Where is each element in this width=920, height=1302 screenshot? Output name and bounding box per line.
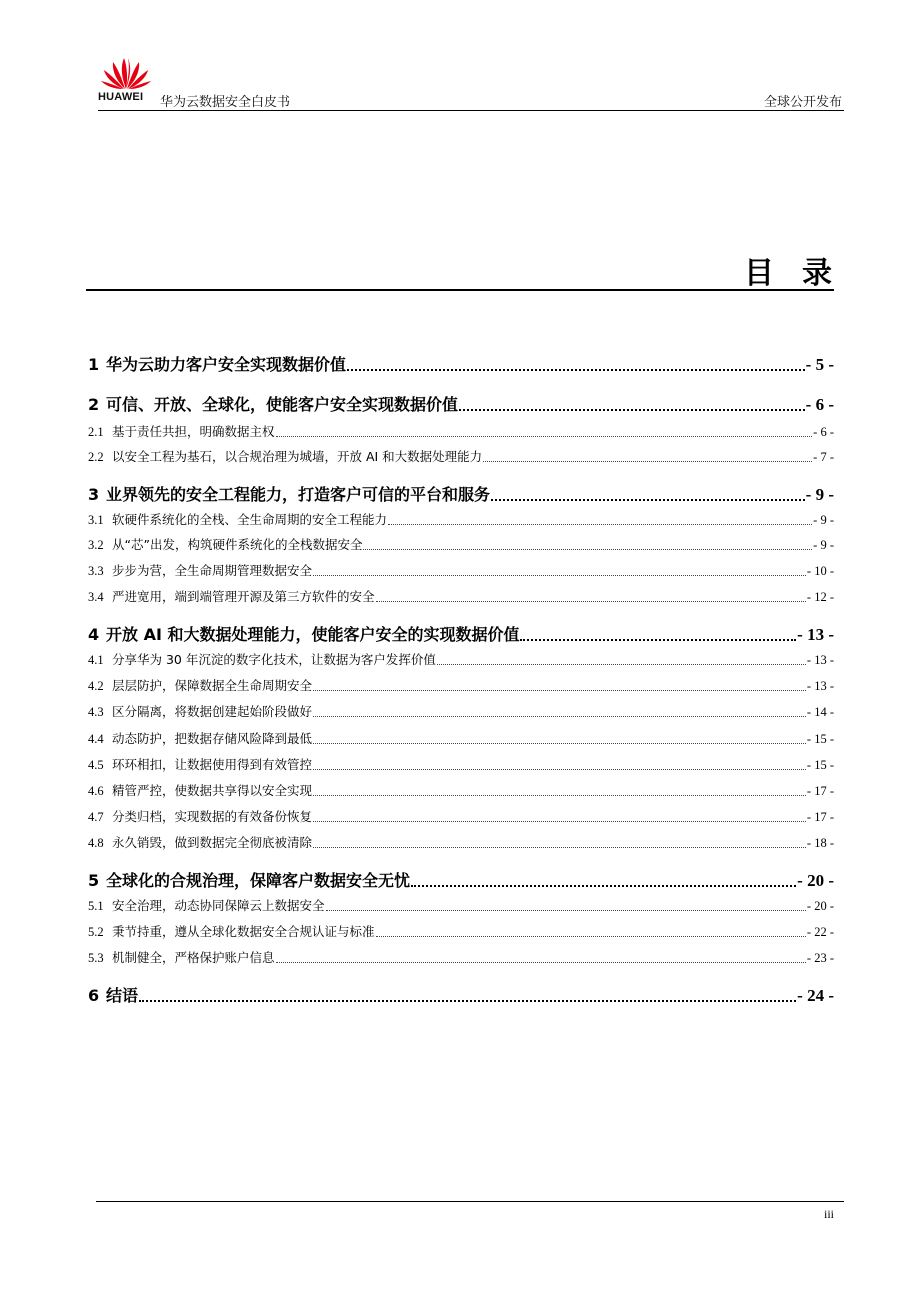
toc-dot-leader [363,549,812,550]
toc-entry-page: - 6 - [813,425,834,439]
toc-section-entry[interactable] [88,729,834,747]
toc-entry-number: 6 [88,986,100,1005]
toc-entry-page: - 13 - [806,679,834,693]
toc-dot-leader [459,409,805,411]
toc-entry-number: 3.3 [88,564,104,578]
toc-section-entry[interactable] [88,702,834,720]
toc-entry-title: 秉节持重，遵从全球化数据安全合规认证与标准 [112,924,375,939]
toc-entry-title: 基于责任共担，明确数据主权 [112,424,275,439]
toc-section-entry[interactable] [88,781,834,799]
toc-dot-leader [313,847,806,848]
toc-entry-number: 5.1 [88,899,104,913]
toc-entry-page: - 14 - [806,705,834,719]
toc-section-entry[interactable] [88,422,834,440]
toc-entry-number: 2.1 [88,425,104,439]
toc-entry-title: 可信、开放、全球化，使能客户安全实现数据价值 [106,395,459,414]
toc-entry-page: - 9 - [813,513,834,527]
toc-entry-title: 软硬件系统化的全栈、全生命周期的安全工程能力 [112,512,388,527]
toc-dot-leader [491,499,805,501]
toc-entry-page: - 18 - [806,836,834,850]
toc-dot-leader [347,369,805,371]
toc-entry-page: - 24 - [797,986,834,1005]
toc-chapter-entry[interactable] [88,622,834,645]
toc-entry-title: 严进宽用，端到端管理开源及第三方软件的安全 [112,589,375,604]
toc-chapter-entry[interactable] [88,482,834,505]
toc-entry-number: 4.4 [88,732,104,746]
toc-dot-leader [376,601,806,602]
toc-dot-leader [388,524,812,525]
toc-heading: 目录 [744,256,860,291]
toc-entry-page: - 5 - [805,355,834,374]
toc-dot-leader [313,795,806,796]
toc-entry-number: 3.1 [88,513,104,527]
toc-entry-title: 安全治理，动态协同保障云上数据安全 [112,898,325,913]
toc-entry-number: 3.2 [88,538,104,552]
toc-entry-page: - 15 - [806,758,834,772]
toc-dot-leader [411,885,796,887]
toc-section-entry[interactable] [88,676,834,694]
huawei-logo [98,56,154,104]
toc-section-entry[interactable] [88,561,834,579]
toc-entry-number: 5.3 [88,951,104,965]
toc-section-entry[interactable] [88,896,834,914]
document-title: 华为云数据安全白皮书 [160,95,291,110]
toc-entry-page: - 17 - [806,810,834,824]
toc-dot-leader [313,716,806,717]
toc-entry-page: - 23 - [806,951,834,965]
toc-entry-title: 华为云助力客户安全实现数据价值 [106,355,347,374]
toc-entry-number: 4.7 [88,810,104,824]
release-label: 全球公开发布 [763,95,842,110]
toc-heading-rule [86,289,834,291]
toc-dot-leader [313,821,806,822]
toc-section-entry[interactable] [88,948,834,966]
toc-entry-title: 结语 [106,986,139,1005]
toc-entry-title: 从“芯”出发，构筑硬件系统化的全栈数据安全 [112,537,363,552]
footer-rule [96,1201,844,1202]
toc-entry-number: 4 [88,625,100,644]
toc-dot-leader [313,690,806,691]
toc-dot-leader [326,910,806,911]
toc-entry-number: 4.5 [88,758,104,772]
toc-entry-number: 5.2 [88,925,104,939]
toc-chapter-entry[interactable] [88,392,834,415]
toc-entry-page: - 13 - [806,653,834,667]
toc-section-entry[interactable] [88,833,834,851]
toc-dot-leader [437,664,806,665]
toc-entry-title: 业界领先的安全工程能力，打造客户可信的平台和服务 [106,485,491,504]
brand-name: HUAWEI [98,91,144,103]
toc-entry-page: - 10 - [806,564,834,578]
toc-entry-page: - 17 - [806,784,834,798]
toc-entry-title: 以安全工程为基石，以合规治理为城墙，开放 AI 和大数据处理能力 [112,449,483,464]
toc-entry-page: - 9 - [813,538,834,552]
toc-entry-title: 全球化的合规治理，保障客户数据安全无忧 [106,871,411,890]
toc-dot-leader [276,962,806,963]
toc-chapter-entry[interactable] [88,352,834,375]
toc-entry-number: 4.1 [88,653,104,667]
toc-entry-page: - 20 - [797,871,834,890]
toc-dot-leader [313,769,806,770]
toc-entry-title: 分类归档，实现数据的有效备份恢复 [112,809,313,824]
toc-entry-number: 5 [88,871,100,890]
page-header [98,56,844,111]
toc-entry-page: - 22 - [806,925,834,939]
toc-entry-page: - 6 - [805,395,834,414]
toc-dot-leader [139,1000,796,1002]
toc-dot-leader [483,461,812,462]
toc-entry-number: 3 [88,485,100,504]
toc-dot-leader [313,743,806,744]
toc-entry-number: 4.6 [88,784,104,798]
toc-chapter-entry[interactable] [88,868,834,891]
huawei-flower-icon [100,56,152,90]
toc-entry-title: 永久销毁，做到数据完全彻底被清除 [112,835,313,850]
toc-entry-title: 层层防护，保障数据全生命周期安全 [112,678,313,693]
toc-entry-number: 4.3 [88,705,104,719]
toc-entry-page: - 15 - [806,732,834,746]
toc-entry-page: - 7 - [813,450,834,464]
toc-entry-number: 1 [88,355,100,374]
toc-section-entry[interactable] [88,535,834,553]
toc-entry-page: - 13 - [797,625,834,644]
toc-entry-title: 精管严控，使数据共享得以安全实现 [112,783,313,798]
toc-entry-number: 2.2 [88,450,104,464]
toc-section-entry[interactable] [88,510,834,528]
toc-section-entry[interactable] [88,922,834,940]
toc-entry-title: 动态防护，把数据存储风险降到最低 [112,731,313,746]
toc-entry-title: 环环相扣，让数据使用得到有效管控 [112,757,313,772]
toc-entry-page: - 9 - [805,485,834,504]
toc-section-entry[interactable] [88,807,834,825]
toc-dot-leader [276,436,813,437]
toc-section-entry[interactable] [88,447,834,465]
toc-entry-title: 机制健全，严格保护账户信息 [112,950,275,965]
toc-entry-page: - 12 - [806,590,834,604]
toc-entry-number: 2 [88,395,100,414]
toc-entry-title: 步步为营，全生命周期管理数据安全 [112,563,313,578]
toc-dot-leader [376,936,806,937]
toc-entry-number: 4.8 [88,836,104,850]
toc-dot-leader [313,575,806,576]
toc-entry-number: 4.2 [88,679,104,693]
page-number: iii [823,1207,834,1221]
toc-dot-leader [520,639,796,641]
toc-section-entry[interactable] [88,587,834,605]
toc-entry-title: 区分隔离，将数据创建起始阶段做好 [112,704,313,719]
toc-section-entry[interactable] [88,650,834,668]
toc-entry-title: 开放 AI 和大数据处理能力，使能客户安全的实现数据价值 [106,625,520,644]
toc-chapter-entry[interactable] [88,983,834,1006]
toc-entry-number: 3.4 [88,590,104,604]
toc-section-entry[interactable] [88,755,834,773]
toc-entry-page: - 20 - [806,899,834,913]
toc-entry-title: 分享华为 30 年沉淀的数字化技术，让数据为客户发挥价值 [112,652,436,667]
